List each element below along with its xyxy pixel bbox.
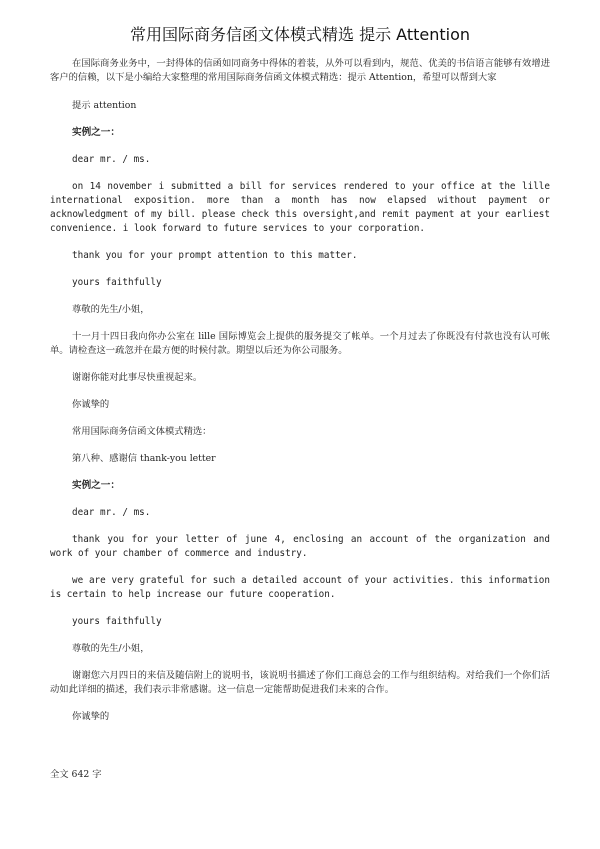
section1-cn-thanks: 谢谢你能对此事尽快重视起来。 bbox=[72, 372, 203, 383]
section2-cn-salutation: 尊敬的先生/小姐， bbox=[72, 643, 150, 654]
intro-paragraph: 在国际商务业务中，一封得体的信函如同商务中得体的着装，从外可以看到内，规范、优美的书信语言能够有效增进客户的信赖，以下是小编给大家整理的常用国际商务信函文体模式精选：提示 Attention，希望可以帮到大家 bbox=[50, 58, 550, 83]
section2-closing: yours faithfully bbox=[72, 616, 162, 627]
section1-body: on 14 november i submitted a bill for services rendered to your office at the lille international exposition. more than a month has now elapsed without payment or acknowledgment of my bill. please check this oversight,and remit payment at your earliest convenience. i look forward to future services to your corporation. bbox=[50, 181, 550, 234]
section2-label: 第八种、感谢信 thank-you letter bbox=[72, 453, 216, 464]
section1-closing: yours faithfully bbox=[72, 277, 162, 288]
section1-cn-salutation: 尊敬的先生/小姐， bbox=[72, 304, 150, 315]
section2-body2: we are very grateful for such a detailed account of your activities. this information is certain to help increase our future cooperation. bbox=[50, 575, 550, 600]
section2-cn-body: 谢谢您六月四日的来信及随信附上的说明书，该说明书描述了你们工商总会的工作与组织结构。对给我们一个你们活动如此详细的描述，我们表示非常感谢。这一信息一定能帮助促进我们未来的合作。 bbox=[50, 670, 550, 695]
section1-thanks: thank you for your prompt attention to this matter. bbox=[72, 250, 358, 261]
section2-salutation: dear mr. / ms. bbox=[72, 507, 151, 518]
section2-intro: 常用国际商务信函文体模式精选： bbox=[72, 426, 212, 437]
section1-label: 提示 attention bbox=[72, 100, 137, 111]
section1-cn-body: 十一月十四日我向你办公室在 lille 国际博览会上提供的服务提交了帐单。一个月过去了你既没有付款也没有认可帐单。请检查这一疏忽并在最方便的时候付款。期望以后还为你公司服务。 bbox=[50, 331, 550, 356]
word-count: 全文 642 字 bbox=[50, 769, 102, 780]
section2-body: thank you for your letter of june 4, enclosing an account of the organization and work of your chamber of commerce and industry. bbox=[50, 534, 550, 559]
document-title: 常用国际商务信函文体模式精选 提示 Attention bbox=[129, 25, 471, 44]
section2-example-heading: 实例之一： bbox=[72, 480, 120, 491]
section1-example-heading: 实例之一： bbox=[72, 127, 120, 138]
section1-cn-closing: 你诚挚的 bbox=[72, 399, 110, 410]
section2-cn-closing: 你诚挚的 bbox=[72, 711, 110, 722]
section1-salutation: dear mr. / ms. bbox=[72, 154, 151, 165]
